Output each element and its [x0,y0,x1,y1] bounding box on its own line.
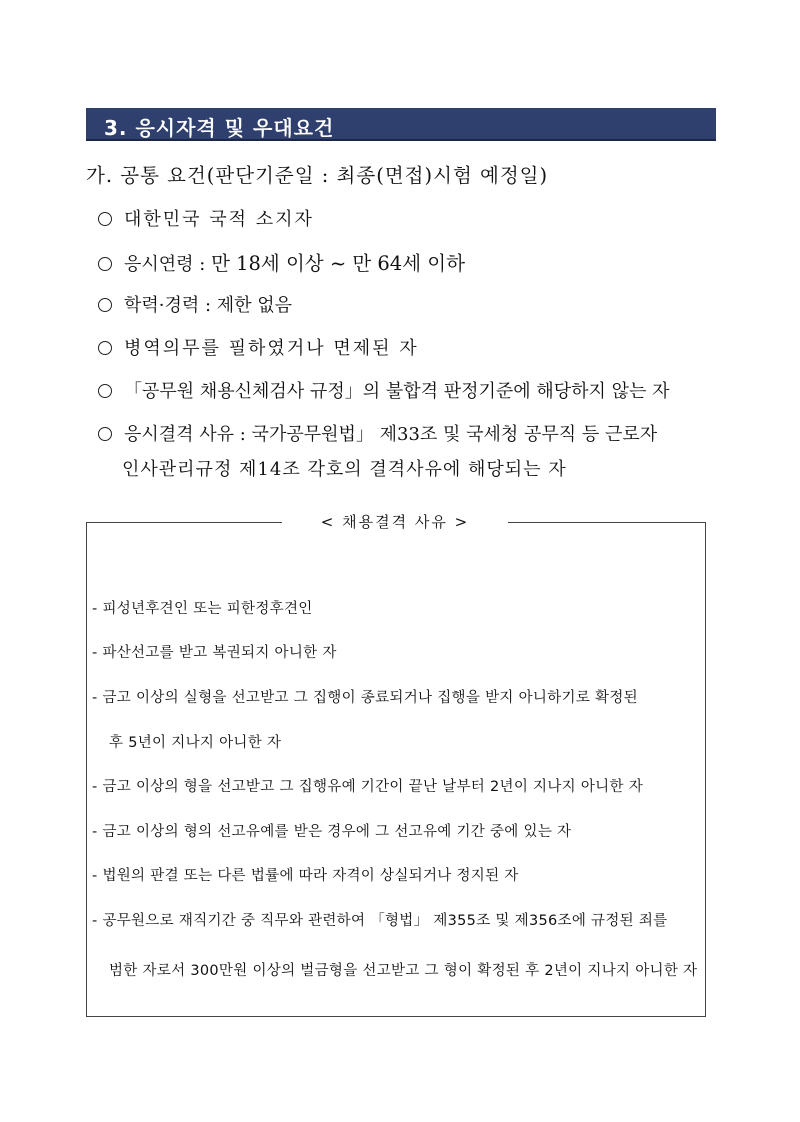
list-item: 병역의무를 필하였거나 면제된 자 [98,334,419,360]
rule-item: - 공무원으로 재직기간 중 직무와 관련하여 「형법」 제355조 및 제356조에 규정된 죄를 [92,913,668,929]
circle-bullet-icon [98,257,112,271]
rule-item: - 법원의 판결 또는 다른 법률에 따라 자격이 상실되거나 정지된 자 [92,868,519,884]
circle-bullet-icon [98,298,112,312]
list-item: 응시결격 사유 : 국가공무원법」 제33조 및 국세청 공무직 등 근로자 [98,420,657,446]
subheading: 가. 공통 요건(판단기준일 : 최종(면접)시험 예정일) [86,164,549,187]
list-item [98,248,465,276]
age-value: 만 18세 이상 ~ 만 64세 이하 [211,252,465,275]
section-header [86,108,716,141]
rule-item: - 금고 이상의 실형을 선고받고 그 집행이 종료되거나 집행을 받지 아니하기로 확정된 [92,690,638,706]
rule-item: - 피성년후견인 또는 피한정후견인 [92,601,313,617]
circle-bullet-icon [98,384,112,398]
rule-item: - 금고 이상의 형을 선고받고 그 집행유예 기간이 끝난 날부터 2년이 지나지 아니한 자 [92,779,644,795]
circle-bullet-icon [98,341,112,355]
rule-item: - 파산선고를 받고 복권되지 아니한 자 [92,645,337,661]
section-title: 3. 응시자격 및 우대요건 [104,116,335,140]
disqualification-title: < 채용결격 사유 > [282,511,508,532]
rule-item-continuation: 후 5년이 지나지 아니한 자 [109,735,282,751]
circle-bullet-icon [98,427,112,441]
circle-bullet-icon [98,212,112,226]
list-item: 「공무원 채용신체검사 규정」의 불합격 판정기준에 해당하지 않는 자 [98,377,670,403]
list-item: 대한민국 국적 소지자 [98,205,314,231]
list-item-continuation: 인사관리규정 제14조 각호의 결격사유에 해당되는 자 [122,459,567,480]
list-item: 학력·경력 : 제한 없음 [98,291,292,317]
rule-item-continuation: 범한 자로서 300만원 이상의 벌금형을 선고받고 그 형이 확정된 후 2년이 지나지 아니한 자 [109,963,698,979]
age-label: 응시연령 : [124,254,212,275]
rule-item: - 금고 이상의 형의 선고유예를 받은 경우에 그 선고유예 기간 중에 있는 자 [92,824,572,840]
